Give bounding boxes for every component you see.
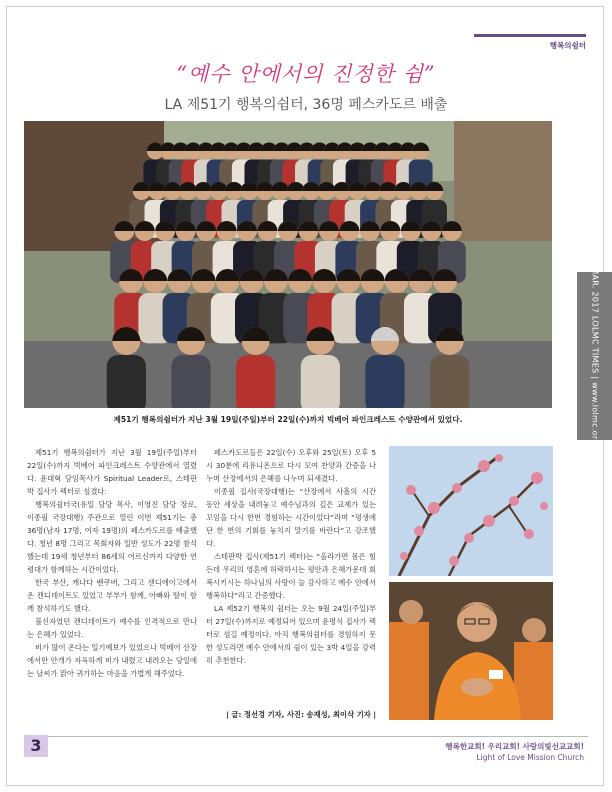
footer-church-name: Light of Love Mission Church bbox=[476, 753, 584, 762]
group-photo bbox=[24, 121, 552, 408]
paragraph: 페스카도르들은 22일(수) 오후와 25일(토) 오후 5시 30분에 리유니온으로 다시 모여 찬양과 간증을 나누며 산장에서의 은혜를 나누며 되새겼다. bbox=[206, 448, 376, 483]
paragraph: 이종필 집사(국장대행)는 “산장에서 사흘의 시간 동안 세상을 내려놓고 예수님과의 깊은 교제가 있는 꼬임을 다시 한번 경험하는 시간이었다”라며 “평생에 단 한 번의 기회를 놓치지 말기를 바란다”고 강조했다. bbox=[206, 487, 376, 548]
footer-rule bbox=[24, 736, 588, 737]
blossom-photo bbox=[389, 446, 553, 576]
article-credit: | 글: 정선경 기자, 사진: 송재성, 최이삭 기자 | bbox=[226, 710, 376, 719]
paragraph: 제51기 행복의쉼터가 지난 3월 19일(주일)부터 22일(수)까지 빅베어 파인크레스트 수양관에서 열렸다. 윤대혁 담임목사가 Spiritual Leader로, 스테판 박 집사가 렉터로 섬겼다. bbox=[27, 448, 197, 496]
side-tab-text: MAR. 2017 LOLMC TIMES | www.lolmc.org bbox=[590, 267, 599, 445]
article-column-2 bbox=[206, 446, 376, 667]
section-label: 행복의쉼터 bbox=[549, 41, 586, 50]
page-number: 3 bbox=[24, 735, 48, 757]
header-rule bbox=[474, 34, 586, 37]
paragraph: 한국 부산, 캐나다 밴쿠버, 그리고 샌디에이고에서 온 캔디데이트도 있었고 부부가 함께, 아빠와 딸이 함께 참석하기도 했다. bbox=[27, 578, 197, 613]
side-tab bbox=[577, 267, 612, 445]
paragraph: 스테판박 집사(제51기 렉터)는 “올라가면 몸은 힘든데 우리의 영혼에 허락하시는 평안과 은혜가운데 회복시키시는 하나님의 사랑이 늘 감사하고 예수 안에서 행복하다”라고 간증했다. bbox=[206, 552, 376, 600]
article-title: “예수 안에서의 진정한 쉼” bbox=[176, 62, 436, 86]
paragraph: 행복의쉼터국(유일 담당 목사, 이영진 담당 장로, 이종필 국장대행) 주관으로 열린 이번 제51기는 총 36명(남자 17명, 여자 19명)의 페스카도르를 배출했다. 청년 8명 그리고 목회자와 일반 성도가 22명 참석했는데 19세 청년부터 86세의 어르신까지 다양한 연령대가 함께하는 시간이었다. bbox=[27, 500, 197, 574]
footer-slogan: 행복한교회! 우리교회! 사랑의빛선교교회! bbox=[445, 742, 584, 751]
paragraph: LA 제52기 행복의 쉼터는 오는 9월 24일(주일)부터 27일(수)까지로 예정되어 있으며 윤명식 집사가 렉터로 섬길 예정이다. 아직 행복의쉼터를 경험하지 못한 성도라면 예수 안에서의 쉼이 있는 3박 4일을 강력히 추천한다. bbox=[206, 604, 376, 665]
worship-photo bbox=[389, 582, 553, 720]
photo-caption: 제51기 행복의쉼터가 지난 3월 19일(주일)부터 22일(수)까지 빅베어 파인크레스트 수양관에서 있었다. bbox=[113, 415, 463, 424]
paragraph: 불신자였던 캔디데이트가 예수를 인격적으로 만나는 은혜가 있었다. bbox=[27, 617, 197, 639]
article-column-1 bbox=[27, 446, 197, 680]
paragraph: 비가 많이 온다는 일기예보가 있었으나 빅베어 산장에서만 안개가 자욱하게 비가 내렸고 내려오는 당일에는 날씨가 맑아 귀가하는 마음을 가볍게 해주었다. bbox=[27, 643, 197, 678]
article-subtitle: LA 제51기 행복의쉼터, 36명 페스카도르 배출 bbox=[164, 97, 448, 113]
